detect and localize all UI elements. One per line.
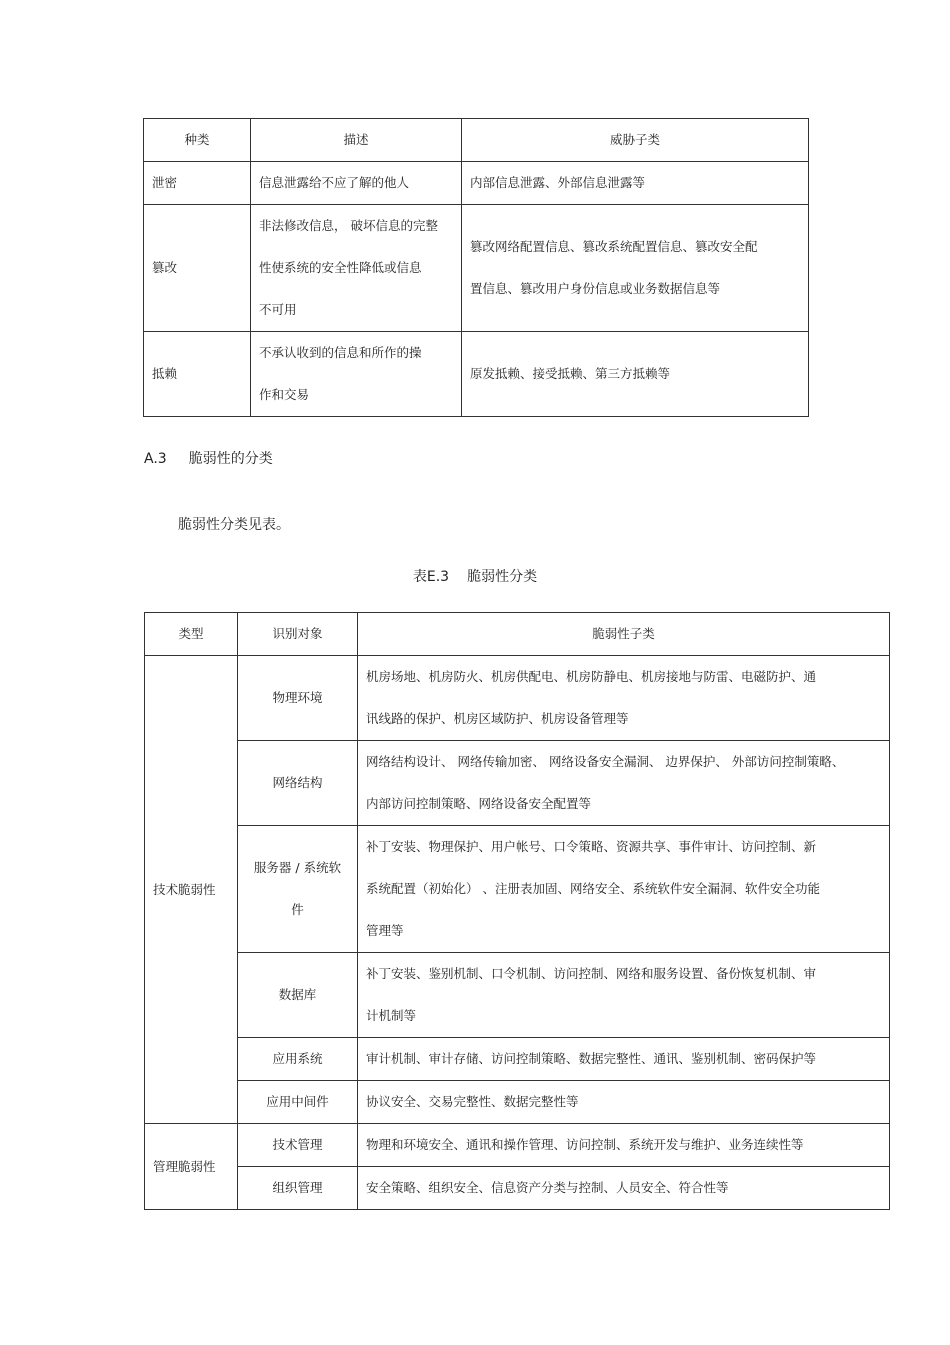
table-row xyxy=(145,1167,890,1210)
sub-cell: 补丁安装、物理保护、用户帐号、口令策略、资源共享、事件审计、访问控制、新 系统配置（初始化） 、注册表加固、网络安全、系统软件安全漏洞、软件安全功能 管理等 xyxy=(358,826,890,953)
table-caption xyxy=(0,566,950,586)
object-cell: 网络结构 xyxy=(238,741,358,826)
object-cell: 数据库 xyxy=(238,953,358,1038)
table-row xyxy=(144,332,809,417)
vulnerability-table xyxy=(144,612,890,1210)
caption-label: 表E.3 xyxy=(412,569,450,585)
table-row xyxy=(145,656,890,741)
object-cell: 物理环境 xyxy=(238,656,358,741)
table-row xyxy=(145,1081,890,1124)
object-cell: 应用中间件 xyxy=(238,1081,358,1124)
object-cell: 应用系统 xyxy=(238,1038,358,1081)
header-cell: 种类 xyxy=(144,119,251,162)
object-cell: 组织管理 xyxy=(238,1167,358,1210)
object-cell: 技术管理 xyxy=(238,1124,358,1167)
object-cell: 服务器 / 系统软 件 xyxy=(238,826,358,953)
sub-cell: 安全策略、组织安全、信息资产分类与控制、人员安全、符合性等 xyxy=(358,1167,890,1210)
type-cell: 泄密 xyxy=(144,162,251,205)
type-cell: 技术脆弱性 xyxy=(145,656,238,1124)
header-cell: 脆弱性子类 xyxy=(358,613,890,656)
type-cell: 篡改 xyxy=(144,205,251,332)
table-row xyxy=(144,162,809,205)
sub-cell: 内部信息泄露、外部信息泄露等 xyxy=(462,162,809,205)
desc-cell: 信息泄露给不应了解的他人 xyxy=(251,162,462,205)
table-row xyxy=(145,953,890,1038)
sub-cell: 补丁安装、鉴别机制、口令机制、访问控制、网络和服务设置、备份恢复机制、审 计机制等 xyxy=(358,953,890,1038)
caption-title: 脆弱性分类 xyxy=(467,569,538,585)
type-cell: 管理脆弱性 xyxy=(145,1124,238,1210)
table-header-row xyxy=(145,613,890,656)
header-cell: 威胁子类 xyxy=(462,119,809,162)
section-number: A.3 xyxy=(144,451,167,467)
sub-cell: 协议安全、交易完整性、数据完整性等 xyxy=(358,1081,890,1124)
sub-cell: 物理和环境安全、通讯和操作管理、访问控制、系统开发与维护、业务连续性等 xyxy=(358,1124,890,1167)
header-cell: 描述 xyxy=(251,119,462,162)
sub-cell: 原发抵赖、接受抵赖、第三方抵赖等 xyxy=(462,332,809,417)
sub-cell: 审计机制、审计存储、访问控制策略、数据完整性、通讯、鉴别机制、密码保护等 xyxy=(358,1038,890,1081)
threat-table xyxy=(143,118,809,417)
section-heading xyxy=(144,448,273,468)
sub-cell: 机房场地、机房防火、机房供配电、机房防静电、机房接地与防雷、电磁防护、通 讯线路的保护、机房区域防护、机房设备管理等 xyxy=(358,656,890,741)
header-cell: 识别对象 xyxy=(238,613,358,656)
table-row xyxy=(145,826,890,953)
header-cell: 类型 xyxy=(145,613,238,656)
table-row xyxy=(145,741,890,826)
intro-paragraph: 脆弱性分类见表。 xyxy=(178,517,290,533)
table-row xyxy=(145,1038,890,1081)
table-row xyxy=(144,205,809,332)
desc-cell: 非法修改信息， 破坏信息的完整 性使系统的安全性降低或信息 不可用 xyxy=(251,205,462,332)
table-header-row xyxy=(144,119,809,162)
sub-cell: 篡改网络配置信息、篡改系统配置信息、篡改安全配 置信息、篡改用户身份信息或业务数据信息等 xyxy=(462,205,809,332)
section-title: 脆弱性的分类 xyxy=(188,451,273,467)
desc-cell: 不承认收到的信息和所作的操 作和交易 xyxy=(251,332,462,417)
type-cell: 抵赖 xyxy=(144,332,251,417)
sub-cell: 网络结构设计、 网络传输加密、 网络设备安全漏洞、 边界保护、 外部访问控制策略、 内部访问控制策略、网络设备安全配置等 xyxy=(358,741,890,826)
table-row xyxy=(145,1124,890,1167)
